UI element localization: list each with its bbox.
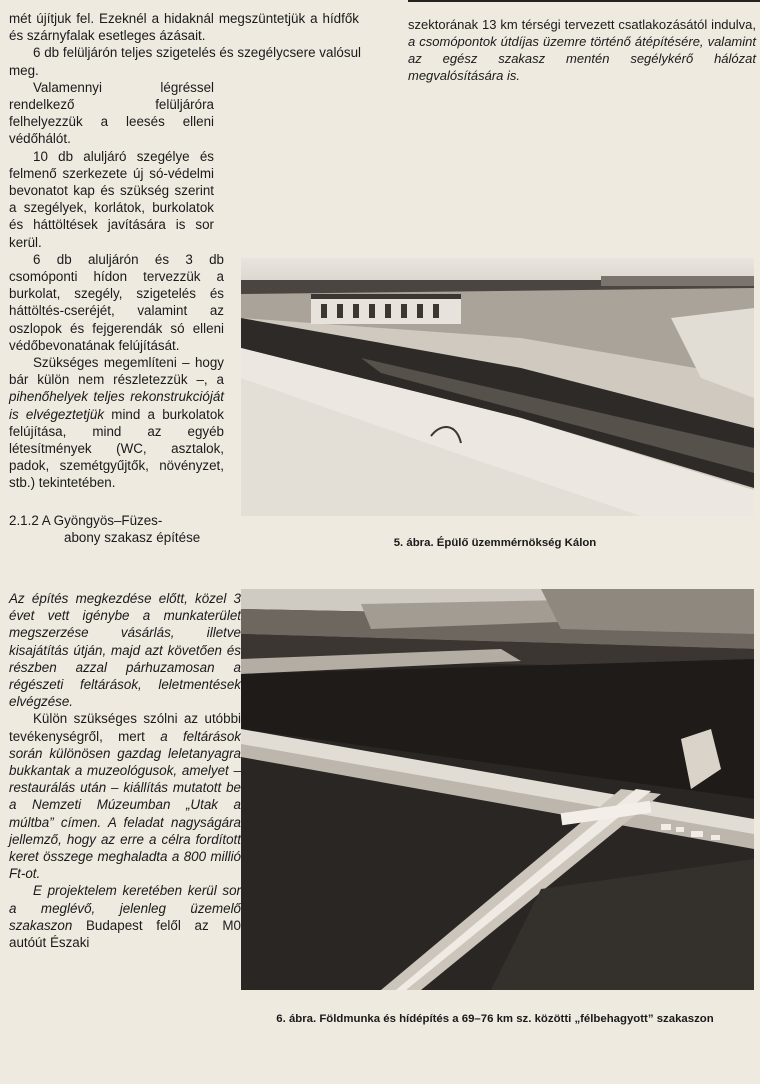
section-heading-line2: abony szakasz építése [64, 529, 201, 545]
archaeology-text-italic: a feltárások során különösen gazdag leletanyagra bukkantak a muzeológusok, amelyet – restaurálás után – kiállítás mutatott be a Nemzeti Múzeumban „Utak a múltba” címen. A feladat nagyságára jellemző, hogy az erre a célra fordított keret összege meghaladta a 800 millió Ft-ot. [9, 728, 241, 882]
paragraph-project-element [9, 882, 241, 951]
paragraph-underpass-coating: 10 db aluljáró szegélye és felmenő szerkezete új só-védelmi bevonatot kap és szükség szerint a szegélyek, korlátok, burkolatok és háttöltések javítására is sor kerül. [9, 148, 214, 250]
figure-5-photo [241, 258, 754, 516]
section-heading [9, 512, 241, 546]
paragraph-safety-net: Valamennyi légréssel rendelkező felüljáróra felhelyezzük a leesés elleni védőhálót. [9, 79, 214, 147]
paragraph-land-acquisition: Az építés megkezdése előtt, közel 3 évet vett igénybe a munkaterület megszerzése vásárlás, illetve kisajátítás útján, majd azt követően és részben azzal párhuzamosan a régészeti feltárások, leletmentések elvégzése. [9, 591, 241, 710]
header-rule [408, 0, 760, 2]
rest-areas-text-b: mind a burkolatok felújítása, mind az egyéb létesítmények (WC, asztalok, padok, szemétgyűjtők, növényzet, stb.) tekintetében. [9, 406, 224, 491]
rest-areas-text-a: Szükséges megemlíteni – hogy bár külön nem részletezzük –, a [9, 355, 224, 388]
left-column [9, 10, 361, 550]
section-heading-line1: 2.1.2 A Gyöngyös–Füzes- [9, 512, 163, 528]
figure-6-caption: 6. ábra. Földmunka és hídépítés a 69–76 km sz. közötti „félbehagyott” szakaszon [276, 1013, 714, 1025]
right-text-italic: a csomópontok útdíjas üzemre történő átépítésére, valamint az egész szakasz mentén segélykérő hálózat megvalósítására is. [408, 34, 756, 83]
rest-areas-text-italic: pihenőhelyek teljes rekonstrukcióját is elvégeztetjük [9, 389, 224, 422]
paragraph-archaeology [9, 710, 241, 882]
project-text-italic: E projektelem keretében kerül sor a meglévő, jelenleg üzemelő szakaszon [9, 883, 241, 933]
project-text-b: Budapest felől az M0 autóút Északi [9, 917, 241, 951]
paragraph-continued: mét újítjuk fel. Ezeknél a hidaknál megszüntetjük a hídfők és szárnyfalak esetleges ázásait. [9, 11, 359, 44]
figure-5-caption: 5. ábra. Épülő üzemmérnökség Kálon [393, 537, 597, 549]
paragraph-overpass-insulation: 6 db felüljárón teljes szigetelés és szegélycsere valósul meg. [9, 45, 361, 78]
left-column-lower [9, 590, 241, 951]
archaeology-text-a: Külön szükséges szólni az utóbbi tevékenységről, mert [9, 711, 241, 744]
figure-6-photo [241, 589, 754, 990]
paragraph-underpass-renewal: 6 db aluljárón és 3 db csomóponti hídon tervezzük a burkolat, szegély, szigetelés és háttöltés-cseréjét, valamint az oszlopok és fejgerendák só elleni védőbevonatának felújítását. [9, 251, 224, 353]
right-column-text [408, 16, 756, 84]
paragraph-rest-areas [9, 354, 224, 492]
right-text-a: szektorának 13 km térségi tervezett csatlakozásától indulva, [408, 17, 756, 32]
